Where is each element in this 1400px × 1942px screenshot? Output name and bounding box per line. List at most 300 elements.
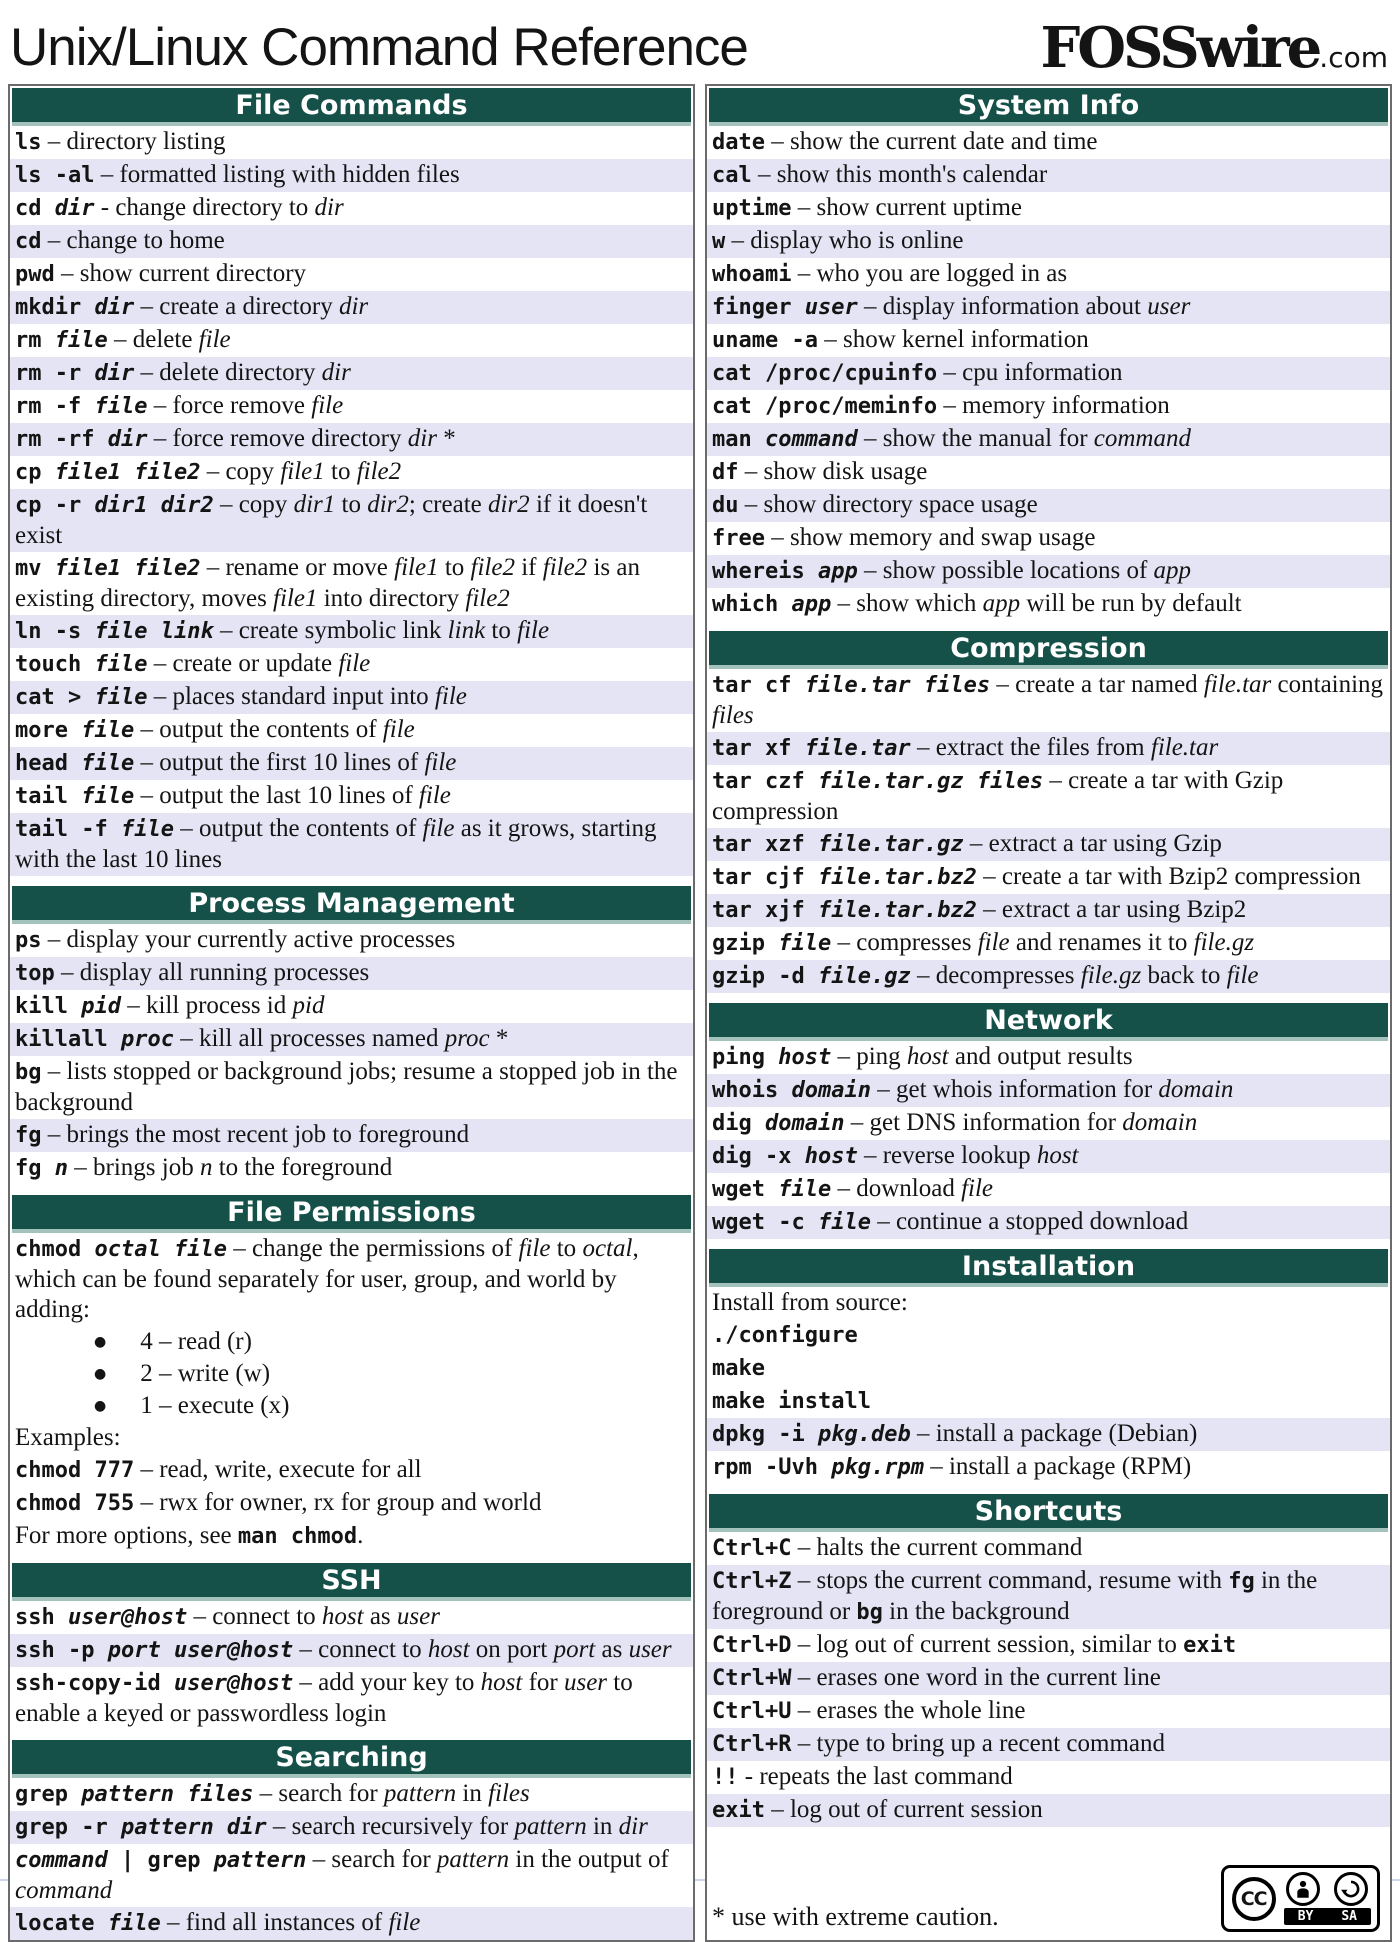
text-segment: pattern: [514, 1813, 587, 1840]
text-segment: user: [1147, 293, 1191, 320]
text-segment: pattern: [383, 1780, 457, 1807]
text-segment: dir2: [367, 491, 409, 518]
command-row: [10, 648, 693, 681]
text-segment: Ctrl+D: [712, 1633, 792, 1658]
text-segment: if it doesn't exist: [15, 491, 648, 549]
text-segment: 4 – read (r): [140, 1328, 252, 1355]
command-row: [10, 1454, 693, 1487]
text-segment: grep: [15, 1782, 82, 1807]
text-segment: locate: [15, 1911, 108, 1936]
text-segment: – get whois information for: [870, 1076, 1159, 1103]
command-row: [707, 1173, 1390, 1206]
text-segment: file: [1226, 962, 1259, 989]
cc-by-icon: [1286, 1872, 1320, 1906]
text-segment: Install from source:: [712, 1289, 908, 1316]
text-segment: bg: [15, 1060, 42, 1085]
text-segment: – connect to: [187, 1603, 322, 1630]
text-segment: – display all running processes: [54, 959, 370, 986]
text-segment: dir: [94, 361, 135, 386]
command-row: [707, 159, 1390, 192]
text-segment: rm: [15, 328, 55, 353]
text-segment: – search recursively for: [266, 1813, 515, 1840]
text-segment: tail: [15, 784, 82, 809]
text-segment: – show kernel information: [817, 326, 1089, 353]
command-row: [707, 555, 1390, 588]
command-row: [707, 456, 1390, 489]
text-segment: – output the contents of: [134, 716, 383, 743]
command-row: [10, 324, 693, 357]
text-segment: ; create: [408, 491, 488, 518]
text-segment: back to: [1141, 962, 1227, 989]
command-row: [707, 588, 1390, 621]
text-segment: rm -rf: [15, 427, 108, 452]
section-header-system-info: System Info: [709, 88, 1388, 126]
text-segment: file1 file2: [54, 460, 201, 485]
text-segment: fg: [15, 1156, 55, 1181]
cc-license-badge: [1221, 1865, 1380, 1932]
text-segment: tar cf: [712, 673, 805, 698]
text-segment: – brings the most recent job to foreground: [41, 1121, 470, 1148]
text-segment: file1: [280, 458, 325, 485]
command-row: [10, 1119, 693, 1152]
command-row: [10, 1667, 693, 1730]
command-row: [10, 1520, 693, 1553]
text-segment: uname -a: [712, 328, 818, 353]
text-segment: - change directory to: [94, 194, 315, 221]
text-segment: file: [94, 394, 148, 419]
text-segment: free: [712, 526, 765, 551]
text-segment: file: [198, 326, 231, 353]
text-segment: – show which: [831, 590, 983, 617]
text-segment: chmod: [15, 1237, 95, 1262]
text-segment: domain: [791, 1078, 871, 1103]
text-segment: – show memory and swap usage: [764, 524, 1096, 551]
text-segment: file1 file2: [54, 556, 201, 581]
command-row: [707, 765, 1390, 828]
command-row: [10, 552, 693, 615]
text-segment: file.tar.bz2: [817, 898, 977, 923]
text-segment: – extract a tar using Bzip2: [976, 896, 1247, 923]
text-segment: cat /proc/meminfo: [712, 394, 938, 419]
text-segment: host: [906, 1043, 949, 1070]
text-segment: file: [120, 817, 174, 842]
text-segment: dir1: [293, 491, 336, 518]
text-segment: app: [817, 559, 858, 584]
command-row: [10, 1487, 693, 1520]
text-segment: dir: [338, 293, 369, 320]
bullet-icon: ●: [94, 1398, 107, 1414]
text-segment: – show the manual for: [857, 425, 1094, 452]
text-segment: – log out of current session, similar to: [791, 1631, 1184, 1658]
command-row: [10, 1152, 693, 1185]
command-row: [707, 1041, 1390, 1074]
text-segment: user: [628, 1636, 672, 1663]
text-segment: rpm -Uvh: [712, 1455, 832, 1480]
text-segment: proc: [444, 1025, 490, 1052]
command-row: [707, 489, 1390, 522]
text-segment: – brings job: [68, 1154, 200, 1181]
command-row: [10, 615, 693, 648]
text-segment: file: [81, 718, 135, 743]
text-segment: mkdir: [15, 295, 95, 320]
text-segment: host: [1036, 1142, 1079, 1169]
text-segment: file.gz: [817, 964, 911, 989]
text-segment: - repeats the last command: [738, 1763, 1013, 1790]
text-segment: domain: [1122, 1109, 1198, 1136]
text-segment: – change to home: [41, 227, 225, 254]
command-row: [707, 1107, 1390, 1140]
text-segment: to the foreground: [212, 1154, 393, 1181]
command-row: [10, 192, 693, 225]
text-segment: file2: [465, 585, 510, 612]
text-segment: host: [480, 1669, 523, 1696]
section-header-installation: Installation: [709, 1249, 1388, 1287]
text-segment: files: [488, 1780, 530, 1807]
cc-icons-row: [1286, 1872, 1368, 1906]
text-segment: dir: [94, 295, 135, 320]
text-segment: file2: [356, 458, 402, 485]
text-segment: cat >: [15, 685, 95, 710]
text-segment: tar czf: [712, 769, 818, 794]
command-row: [10, 225, 693, 258]
text-segment: file: [424, 749, 457, 776]
text-segment: is an existing directory, moves: [15, 554, 640, 612]
text-segment: – kill all processes named: [173, 1025, 445, 1052]
text-segment: n: [54, 1156, 68, 1181]
text-segment: pwd: [15, 262, 55, 287]
text-segment: app: [1153, 557, 1192, 584]
section-header-ssh: SSH: [12, 1563, 691, 1601]
text-segment: *: [489, 1025, 509, 1052]
command-row: [707, 1352, 1390, 1385]
text-segment: file.gz: [1193, 929, 1255, 956]
text-segment: file1: [394, 554, 439, 581]
text-segment: dir2: [488, 491, 530, 518]
text-segment: – directory listing: [41, 128, 226, 155]
command-row: [10, 258, 693, 291]
text-segment: tar xf: [712, 736, 805, 761]
command-row: [707, 258, 1390, 291]
text-segment: dig: [712, 1111, 765, 1136]
text-segment: – memory information: [937, 392, 1170, 419]
text-segment: file2: [542, 554, 588, 581]
text-segment: cd: [15, 229, 42, 254]
text-segment: fg: [1228, 1569, 1255, 1594]
text-segment: Ctrl+R: [712, 1732, 792, 1757]
text-segment: grep -r: [15, 1815, 121, 1840]
text-segment: – find all instances of: [160, 1909, 389, 1936]
command-row: [707, 390, 1390, 423]
text-segment: user@host: [173, 1671, 294, 1696]
text-segment: to: [485, 617, 518, 644]
text-segment: wget -c: [712, 1210, 818, 1235]
text-segment: host: [321, 1603, 364, 1630]
text-segment: dpkg -i: [712, 1422, 818, 1447]
text-segment: in: [586, 1813, 619, 1840]
cc-by-label: BY: [1297, 1909, 1314, 1924]
command-row: [707, 1140, 1390, 1173]
text-segment: – log out of current session: [764, 1796, 1043, 1823]
text-segment: – output the first 10 lines of: [134, 749, 425, 776]
command-row: [707, 669, 1390, 732]
text-segment: will be run by default: [1020, 590, 1242, 617]
text-segment: – output the contents of: [173, 815, 423, 842]
text-segment: to enable a keyed or passwordless login: [15, 1669, 633, 1727]
text-segment: – compresses: [831, 929, 978, 956]
text-segment: – who you are logged in as: [791, 260, 1068, 287]
text-segment: file: [422, 815, 455, 842]
command-row: [10, 924, 693, 957]
bullet-item: [10, 1326, 693, 1358]
command-row: [707, 357, 1390, 390]
text-segment: file: [961, 1175, 994, 1202]
text-segment: user: [396, 1603, 440, 1630]
text-segment: file.tar: [804, 736, 911, 761]
command-row: [10, 423, 693, 456]
command-row: [10, 957, 693, 990]
text-segment: containing: [1271, 671, 1384, 698]
command-row: [707, 324, 1390, 357]
text-segment: file2: [470, 554, 515, 581]
text-segment: ssh-copy-id: [15, 1671, 174, 1696]
bullet-icon: ●: [94, 1366, 107, 1382]
text-segment: and renames it to: [1009, 929, 1194, 956]
text-segment: file: [81, 784, 135, 809]
text-segment: !!: [712, 1765, 739, 1790]
text-segment: file: [107, 1911, 161, 1936]
text-segment: – copy: [213, 491, 294, 518]
text-segment: pattern: [436, 1846, 510, 1873]
text-segment: host: [804, 1144, 858, 1169]
text-segment: – kill process id: [120, 992, 293, 1019]
command-row: [10, 813, 693, 876]
command-row: [10, 357, 693, 390]
text-segment: gzip: [712, 931, 779, 956]
text-segment: – places standard input into: [147, 683, 435, 710]
text-segment: man: [712, 427, 765, 452]
text-segment: file: [434, 683, 467, 710]
text-segment: finger: [712, 295, 805, 320]
text-segment: – create symbolic link: [213, 617, 448, 644]
section-header-process-management: Process Management: [12, 886, 691, 924]
cc-icon: CC: [1232, 1877, 1276, 1921]
command-row: [707, 828, 1390, 861]
text-segment: to: [335, 491, 368, 518]
text-segment: w: [712, 229, 726, 254]
command-row: [10, 1907, 693, 1940]
text-segment: proc: [120, 1027, 174, 1052]
text-segment: , which can be found separately for user, group, and world by adding:: [15, 1235, 639, 1323]
command-row: [707, 1695, 1390, 1728]
text-segment: as: [595, 1636, 629, 1663]
text-segment: command: [764, 427, 858, 452]
text-segment: – show the current date and time: [764, 128, 1098, 155]
text-segment: *: [436, 425, 456, 452]
command-row: [707, 732, 1390, 765]
text-segment: top: [15, 961, 55, 986]
text-segment: – create a directory: [134, 293, 339, 320]
text-segment: – erases the whole line: [791, 1697, 1026, 1724]
text-segment: whoami: [712, 262, 792, 287]
text-segment: for: [522, 1669, 564, 1696]
text-segment: – display information about: [857, 293, 1148, 320]
text-segment: which: [712, 592, 792, 617]
text-segment: – show possible locations of: [857, 557, 1154, 584]
page-title: Unix/Linux Command Reference: [10, 18, 748, 78]
text-segment: Ctrl+U: [712, 1699, 792, 1724]
text-segment: app: [791, 592, 832, 617]
text-segment: on port: [469, 1636, 554, 1663]
text-segment: wget: [712, 1177, 779, 1202]
command-row: [10, 390, 693, 423]
text-segment: – install a package (Debian): [910, 1420, 1198, 1447]
command-row: [707, 291, 1390, 324]
cc-sa-icon: [1334, 1872, 1368, 1906]
text-segment: rm -r: [15, 361, 95, 386]
text-segment: – show this month's calendar: [751, 161, 1048, 188]
text-segment: command: [15, 1848, 108, 1873]
command-row: [10, 990, 693, 1023]
text-segment: – change the permissions of: [226, 1235, 519, 1262]
text-segment: whois: [712, 1078, 792, 1103]
command-row: [10, 1601, 693, 1634]
text-segment: – rename or move: [200, 554, 395, 581]
fosswire-logo: [1040, 15, 1388, 81]
text-segment: head: [15, 751, 82, 776]
text-segment: – extract a tar using Gzip: [963, 830, 1222, 857]
text-segment: .: [357, 1522, 364, 1549]
text-segment: – download: [831, 1175, 962, 1202]
text-segment: man chmod: [237, 1524, 358, 1549]
command-row: [707, 1794, 1390, 1827]
text-segment: | grep: [107, 1848, 214, 1873]
text-segment: to: [438, 554, 471, 581]
text-segment: port user@host: [107, 1638, 294, 1663]
text-segment: file: [94, 652, 148, 677]
text-segment: dir: [54, 196, 95, 221]
caution-footnote: * use with extreme caution.: [712, 1902, 999, 1931]
column-right: [705, 84, 1392, 1942]
text-segment: domain: [764, 1111, 845, 1136]
section-header-network: Network: [709, 1003, 1388, 1041]
text-segment: as it grows, starting with the last 10 lines: [15, 815, 657, 873]
text-segment: if: [514, 554, 543, 581]
text-segment: as: [363, 1603, 397, 1630]
command-row: [10, 1023, 693, 1056]
text-segment: file.tar.gz files: [817, 769, 1044, 794]
command-row: [707, 1662, 1390, 1695]
cc-badge-right: [1284, 1872, 1371, 1925]
text-segment: – create a tar with Gzip compression: [712, 767, 1284, 825]
text-segment: file: [977, 929, 1010, 956]
text-segment: user: [804, 295, 858, 320]
text-segment: ps: [15, 928, 42, 953]
text-segment: file: [382, 716, 415, 743]
command-row: [10, 159, 693, 192]
command-row: [707, 1206, 1390, 1239]
command-row: [10, 456, 693, 489]
command-row: [707, 894, 1390, 927]
text-segment: whereis: [712, 559, 818, 584]
section-header-file-commands: File Commands: [12, 88, 691, 126]
command-row: [10, 1056, 693, 1119]
bullet-icon: ●: [94, 1334, 107, 1350]
text-segment: – extract the files from: [910, 734, 1151, 761]
text-segment: file link: [94, 619, 214, 644]
text-segment: gzip -d: [712, 964, 818, 989]
text-segment: – create a tar named: [990, 671, 1204, 698]
text-segment: ls: [15, 130, 42, 155]
text-segment: dir: [407, 425, 437, 452]
text-segment: – show current directory: [54, 260, 307, 287]
text-segment: touch: [15, 652, 95, 677]
command-row: [10, 1844, 693, 1907]
command-row: [10, 780, 693, 813]
logo-text: FOSSwire: [1040, 15, 1320, 81]
text-segment: – output the last 10 lines of: [134, 782, 419, 809]
text-segment: – continue a stopped download: [870, 1208, 1189, 1235]
section-header-searching: Searching: [12, 1740, 691, 1778]
text-segment: – force remove directory: [147, 425, 408, 452]
command-row: [707, 1418, 1390, 1451]
text-segment: du: [712, 493, 739, 518]
text-segment: fg: [15, 1123, 42, 1148]
text-segment: link: [447, 617, 486, 644]
text-segment: Examples:: [15, 1424, 121, 1451]
reference-columns: [8, 84, 1392, 1942]
command-row: [10, 681, 693, 714]
command-row: [10, 1811, 693, 1844]
text-segment: – delete: [107, 326, 199, 353]
logo-suffix: .com: [1319, 41, 1388, 74]
text-segment: octal: [582, 1235, 633, 1262]
text-segment: ln -s: [15, 619, 95, 644]
text-segment: cp -r: [15, 493, 95, 518]
text-segment: exit: [712, 1798, 765, 1823]
command-row: [10, 714, 693, 747]
command-row: [707, 1532, 1390, 1565]
text-segment: mv: [15, 556, 55, 581]
text-segment: – reverse lookup: [857, 1142, 1037, 1169]
text-segment: ssh: [15, 1605, 68, 1630]
text-segment: file: [311, 392, 344, 419]
text-segment: – formatted listing with hidden files: [94, 161, 460, 188]
text-segment: date: [712, 130, 765, 155]
command-row: [10, 126, 693, 159]
command-row: [707, 1629, 1390, 1662]
section-header-shortcuts: Shortcuts: [709, 1494, 1388, 1532]
text-segment: file: [817, 1210, 871, 1235]
command-row: [10, 291, 693, 324]
text-segment: cd: [15, 196, 55, 221]
text-segment: pid: [292, 992, 325, 1019]
text-segment: file.tar.gz: [817, 832, 964, 857]
command-row: [707, 225, 1390, 258]
text-segment: pattern dir: [120, 1815, 267, 1840]
text-segment: Ctrl+Z: [712, 1569, 792, 1594]
cc-labels: [1284, 1908, 1371, 1925]
text-segment: rm -f: [15, 394, 95, 419]
text-segment: more: [15, 718, 82, 743]
command-row: [707, 1761, 1390, 1794]
text-segment: port: [553, 1636, 596, 1663]
text-segment: – stops the current command, resume with: [791, 1567, 1229, 1594]
text-segment: to: [324, 458, 357, 485]
text-segment: octal file: [94, 1237, 227, 1262]
text-segment: to: [550, 1235, 583, 1262]
text-segment: files: [712, 702, 754, 729]
text-segment: – get DNS information for: [844, 1109, 1123, 1136]
